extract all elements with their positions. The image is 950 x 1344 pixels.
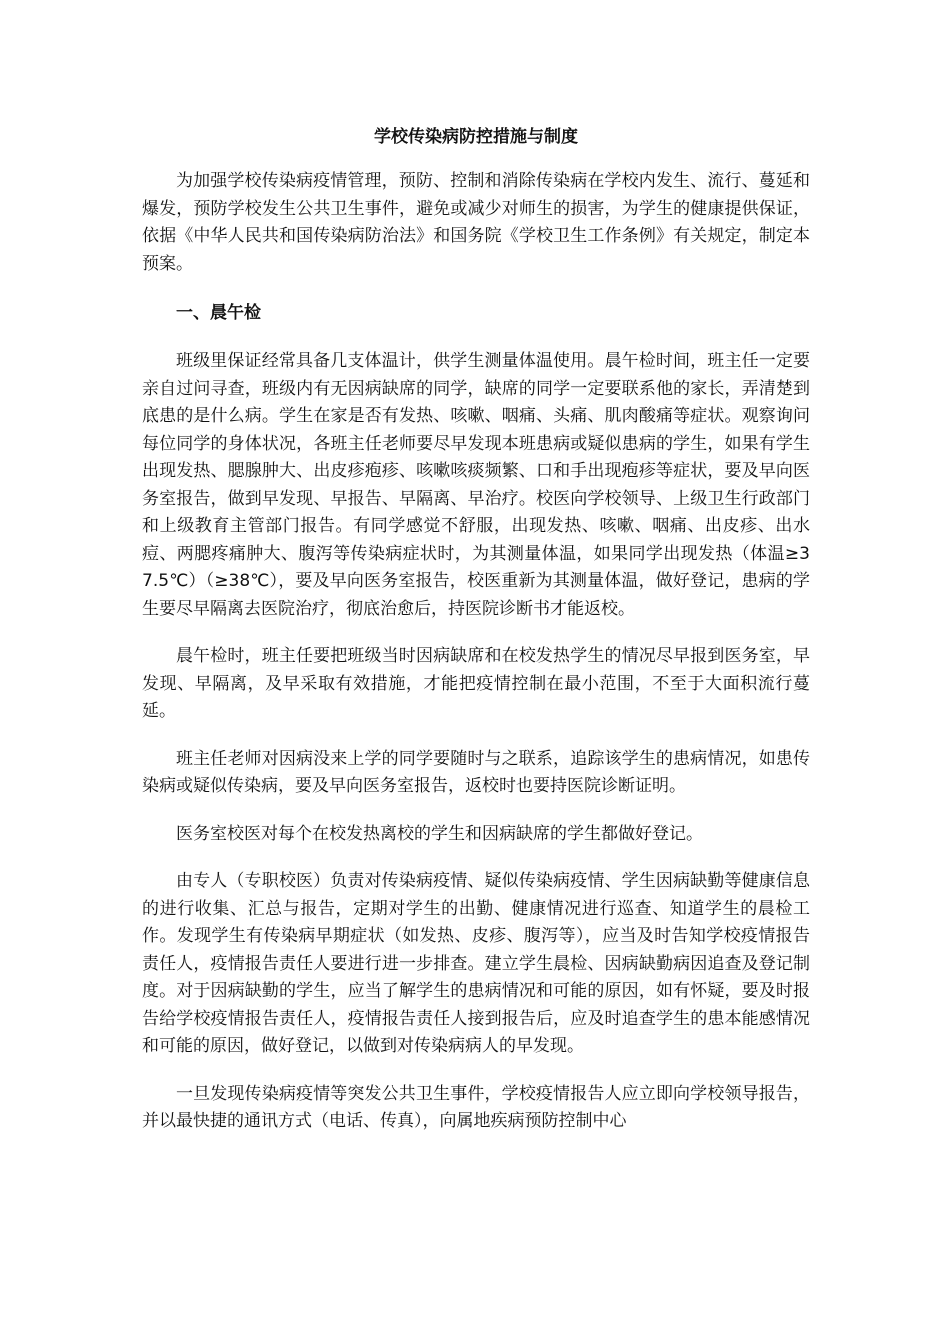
paragraph-health-info: 由专人（专职校医）负责对传染病疫情、疑似传染病疫情、学生因病缺勤等健康信息的进行收集、汇总与报告，定期对学生的出勤、健康情况进行巡查、知道学生的晨检工作。发现学生有传染病早期症状（如发热、皮疹、腹泻等），应当及时告知学校疫情报告责任人，疫情报告责任人要进行进一步排查。建立学生晨检、因病缺勤病因追查及登记制度。对于因病缺勤的学生，应当了解学生的患病情况和可能的原因，如有怀疑，要及时报告给学校疫情报告责任人，疫情报告责任人接到报告后，应及时追查学生的患本能感情况和可能的原因，做好登记，以做到对传染病病人的早发现。 [142,871,810,1056]
document-title: 学校传染病防控措施与制度 [374,127,578,147]
paragraph-thermometer-check: 班级里保证经常具备几支体温计，供学生测量体温使用。晨午检时间，班主任一定要亲自过问寻查，班级内有无因病缺席的同学，缺席的同学一定要联系他的家长，弄清楚到底患的是什么病。学生在家是否有发热、咳嗽、咽痛、头痛、肌肉酸痛等症状。观察询问每位同学的身体状况，各班主任老师要尽早发现本班患病或疑似患病的学生，如果有学生出现发热、腮腺肿大、出皮疹疱疹、咳嗽咳痰频繁、口和手出现疱疹等症状，要及早向医务室报告，做到早发现、早报告、早隔离、早治疗。校医向学校领导、上级卫生行政部门和上级教育主管部门报告。有同学感觉不舒服，出现发热、咳嗽、咽痛、出皮疹、出水痘、两腮疼痛肿大、腹泻等传染病症状时，为其测量体温，如果同学出现发热（体温≥37.5℃）（≥38℃），要及早向医务室报告，校医重新为其测量体温，做好登记，患病的学生要尽早隔离去医院治疗，彻底治愈后，持医院诊断书才能返校。 [142,351,810,619]
paragraph-follow-up: 班主任老师对因病没来上学的同学要随时与之联系，追踪该学生的患病情况，如患传染病或疑似传染病，要及早向医务室报告，返校时也要持医院诊断证明。 [142,748,810,796]
paragraph-registration: 医务室校医对每个在校发热离校的学生和因病缺席的学生都做好登记。 [176,823,703,844]
paragraph-report-absence: 晨午检时，班主任要把班级当时因病缺席和在校发热学生的情况尽早报到医务室，早发现、早隔离，及早采取有效措施，才能把疫情控制在最小范围，不至于大面积流行蔓延。 [142,646,810,721]
intro-paragraph: 为加强学校传染病疫情管理，预防、控制和消除传染病在学校内发生、流行、蔓延和爆发，预防学校发生公共卫生事件，避免或减少对师生的损害，为学生的健康提供保证，依据《中华人民共和国传染病防治法》和国务院《学校卫生工作条例》有关规定，制定本预案。 [142,171,810,274]
document-page [142,122,810,1156]
paragraph-emergency-report: 一旦发现传染病疫情等突发公共卫生事件，学校疫情报告人应立即向学校领导报告，并以最快捷的通讯方式（电话、传真），向属地疾病预防控制中心 [142,1083,810,1131]
section-heading-morning-check: 一、晨午检 [176,303,261,323]
